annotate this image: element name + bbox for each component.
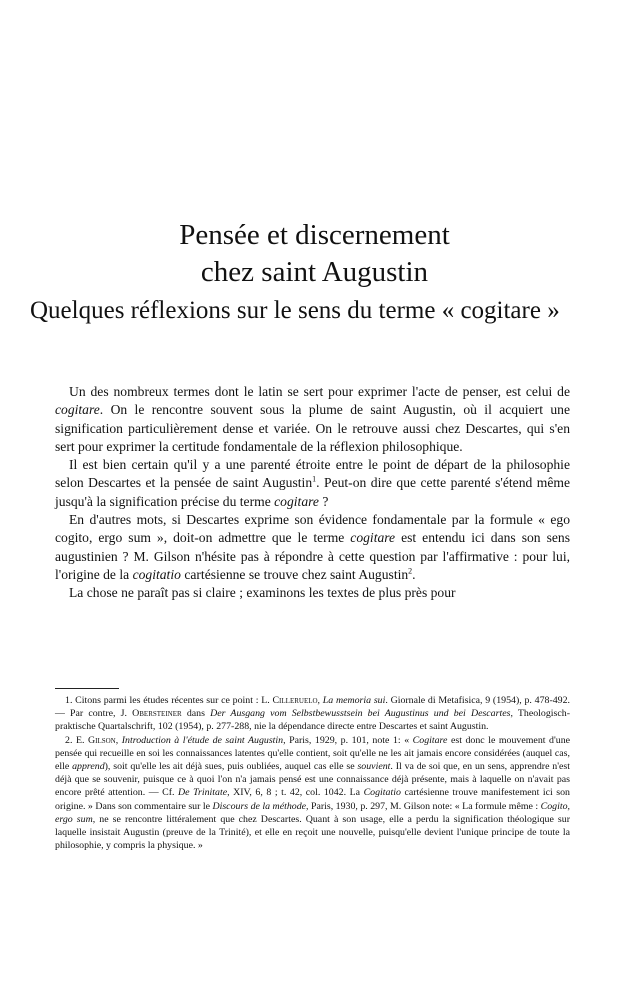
italic-term: Cogito, ergo sum (55, 800, 570, 825)
text-span: est donc le mouvement d'une pensée qui recueille en soi les connaissances latentes qu'elle contient, soit qu'elle ne les ait jamais encore considérées (auquel cas, elle (55, 734, 571, 773)
italic-term: souvient (357, 761, 391, 773)
paragraph-4 (55, 584, 570, 602)
text-span: En d'autres mots, si Descartes exprime son évidence fondamentale par la formule « ego cogito, ergo sum », doit-on admettre que le terme (55, 512, 570, 546)
subtitle: Quelques réflexions sur le sens du terme « cogitare » (30, 297, 560, 324)
text-span: , ne se rencontre littéralement que chez Descartes. Quant à son usage, elle a perdu la signification théologique sur laquelle insistait Augustin (preuve de la Trinité), et elle en reçoit une nouvelle, puisqu'elle devient l'unique principe de toute la philosophie, y compris la physique. » (55, 813, 570, 852)
text-span: Un des nombreux termes dont le latin se sert pour exprimer l'acte de penser, est celui de (69, 384, 570, 399)
text-span: 2. E. (65, 734, 88, 746)
paragraph-1 (55, 383, 570, 456)
footnote-ref-1[interactable]: 1 (312, 474, 317, 484)
text-span: La chose ne paraît pas si claire ; examinons les textes de plus près pour (69, 585, 456, 601)
author-name: Gilson (88, 734, 116, 746)
italic-term: cogitare (274, 493, 319, 509)
text-span: 1. Citons parmi les études récentes sur ce point : L. (65, 695, 273, 706)
paragraph-3 (55, 511, 570, 584)
footnote-1 (55, 694, 570, 734)
title-line-2: chez saint Augustin (200, 256, 429, 288)
text-span: , XIV, 6, 8 ; t. 42, col. 1042. La (227, 787, 364, 799)
text-span: , Theologisch-praktische Quartalschrift, 102 (1954), p. 277-288, nie la dépendance directe entre Descartes et saint Augustin. (55, 708, 570, 733)
footnote-divider (55, 688, 119, 689)
italic-term: cogitare (350, 530, 396, 546)
text-span: . (412, 566, 416, 582)
italic-term: Cogitatio (363, 787, 401, 799)
work-title: Discours de la méthode (212, 800, 307, 812)
text-span: ), soit qu'elle les ait déjà sues, puis oubliées, auquel cas elle se (104, 761, 358, 773)
text-span: . Peut-on dire que cette parenté s'étend même jusqu'à la signification précise du terme (55, 475, 570, 509)
text-span: , (115, 734, 122, 746)
body-text (55, 383, 570, 603)
text-span: ? (318, 493, 329, 509)
footnote-ref-2[interactable]: 2 (408, 566, 413, 576)
text-span: . On le rencontre souvent sous la plume de saint Augustin, où il acquiert une signification particulièrement dense et variée. On le retrouve aussi chez Descartes, qui s'en sert pour exprimer la certitude fondamentale de la réflexion philosophique. (55, 402, 570, 454)
text-span: dans (181, 708, 211, 720)
italic-term: apprend (72, 761, 105, 773)
work-title: Introduction à l'étude de saint Augustin (121, 734, 284, 746)
author-name: Obersteiner (132, 708, 182, 720)
italic-term: cogitare (55, 402, 100, 418)
italic-term: cogitatio (132, 566, 181, 582)
text-span: . Giornale di Metafisica, 9 (1954), p. 478-492. — Par contre, J. (55, 695, 571, 720)
text-span: est entendu ici dans son sens augustinien ? M. Gilson n'hésite pas à répondre à cette question par l'affirmative : pour lui, l'origine de la (55, 530, 570, 582)
paragraph-2 (55, 456, 570, 511)
text-span: cartésienne trouve manifestement ici son origine. » Dans son commentaire sur le (55, 787, 570, 812)
italic-term: Cogitare (412, 734, 448, 746)
work-title: De Trinitate (178, 787, 228, 799)
footnotes (55, 694, 570, 852)
author-name: Cilleruelo (272, 695, 318, 706)
title-line-1: Pensée et discernement (179, 219, 450, 251)
text-span: , Paris, 1930, p. 297, M. Gilson note: « La formule même : (306, 800, 541, 812)
text-span: cartésienne se trouve chez saint Augustin (180, 566, 409, 582)
text-span: . Il va de soi que, en un sens, apprendre n'est déjà que se souvenir, puisque ce à quoi l'on n'a jamais pensé est une connaissance déjà présente, mais à laquelle on n'avait pas encore prêté attention. — Cf. (55, 761, 570, 799)
work-title: Der Ausgang vom Selbstbewusstsein bei Augustinus und bei Descartes (210, 708, 511, 720)
work-title: La memoria sui (322, 695, 386, 706)
footnote-2 (55, 734, 570, 853)
text-span: Il est bien certain qu'il y a une parenté étroite entre le point de départ de la philosophie selon Descartes et la pensée de saint Augustin (55, 457, 570, 491)
text-span: , (317, 695, 323, 706)
text-span: , Paris, 1929, p. 101, note 1: « (283, 734, 413, 746)
